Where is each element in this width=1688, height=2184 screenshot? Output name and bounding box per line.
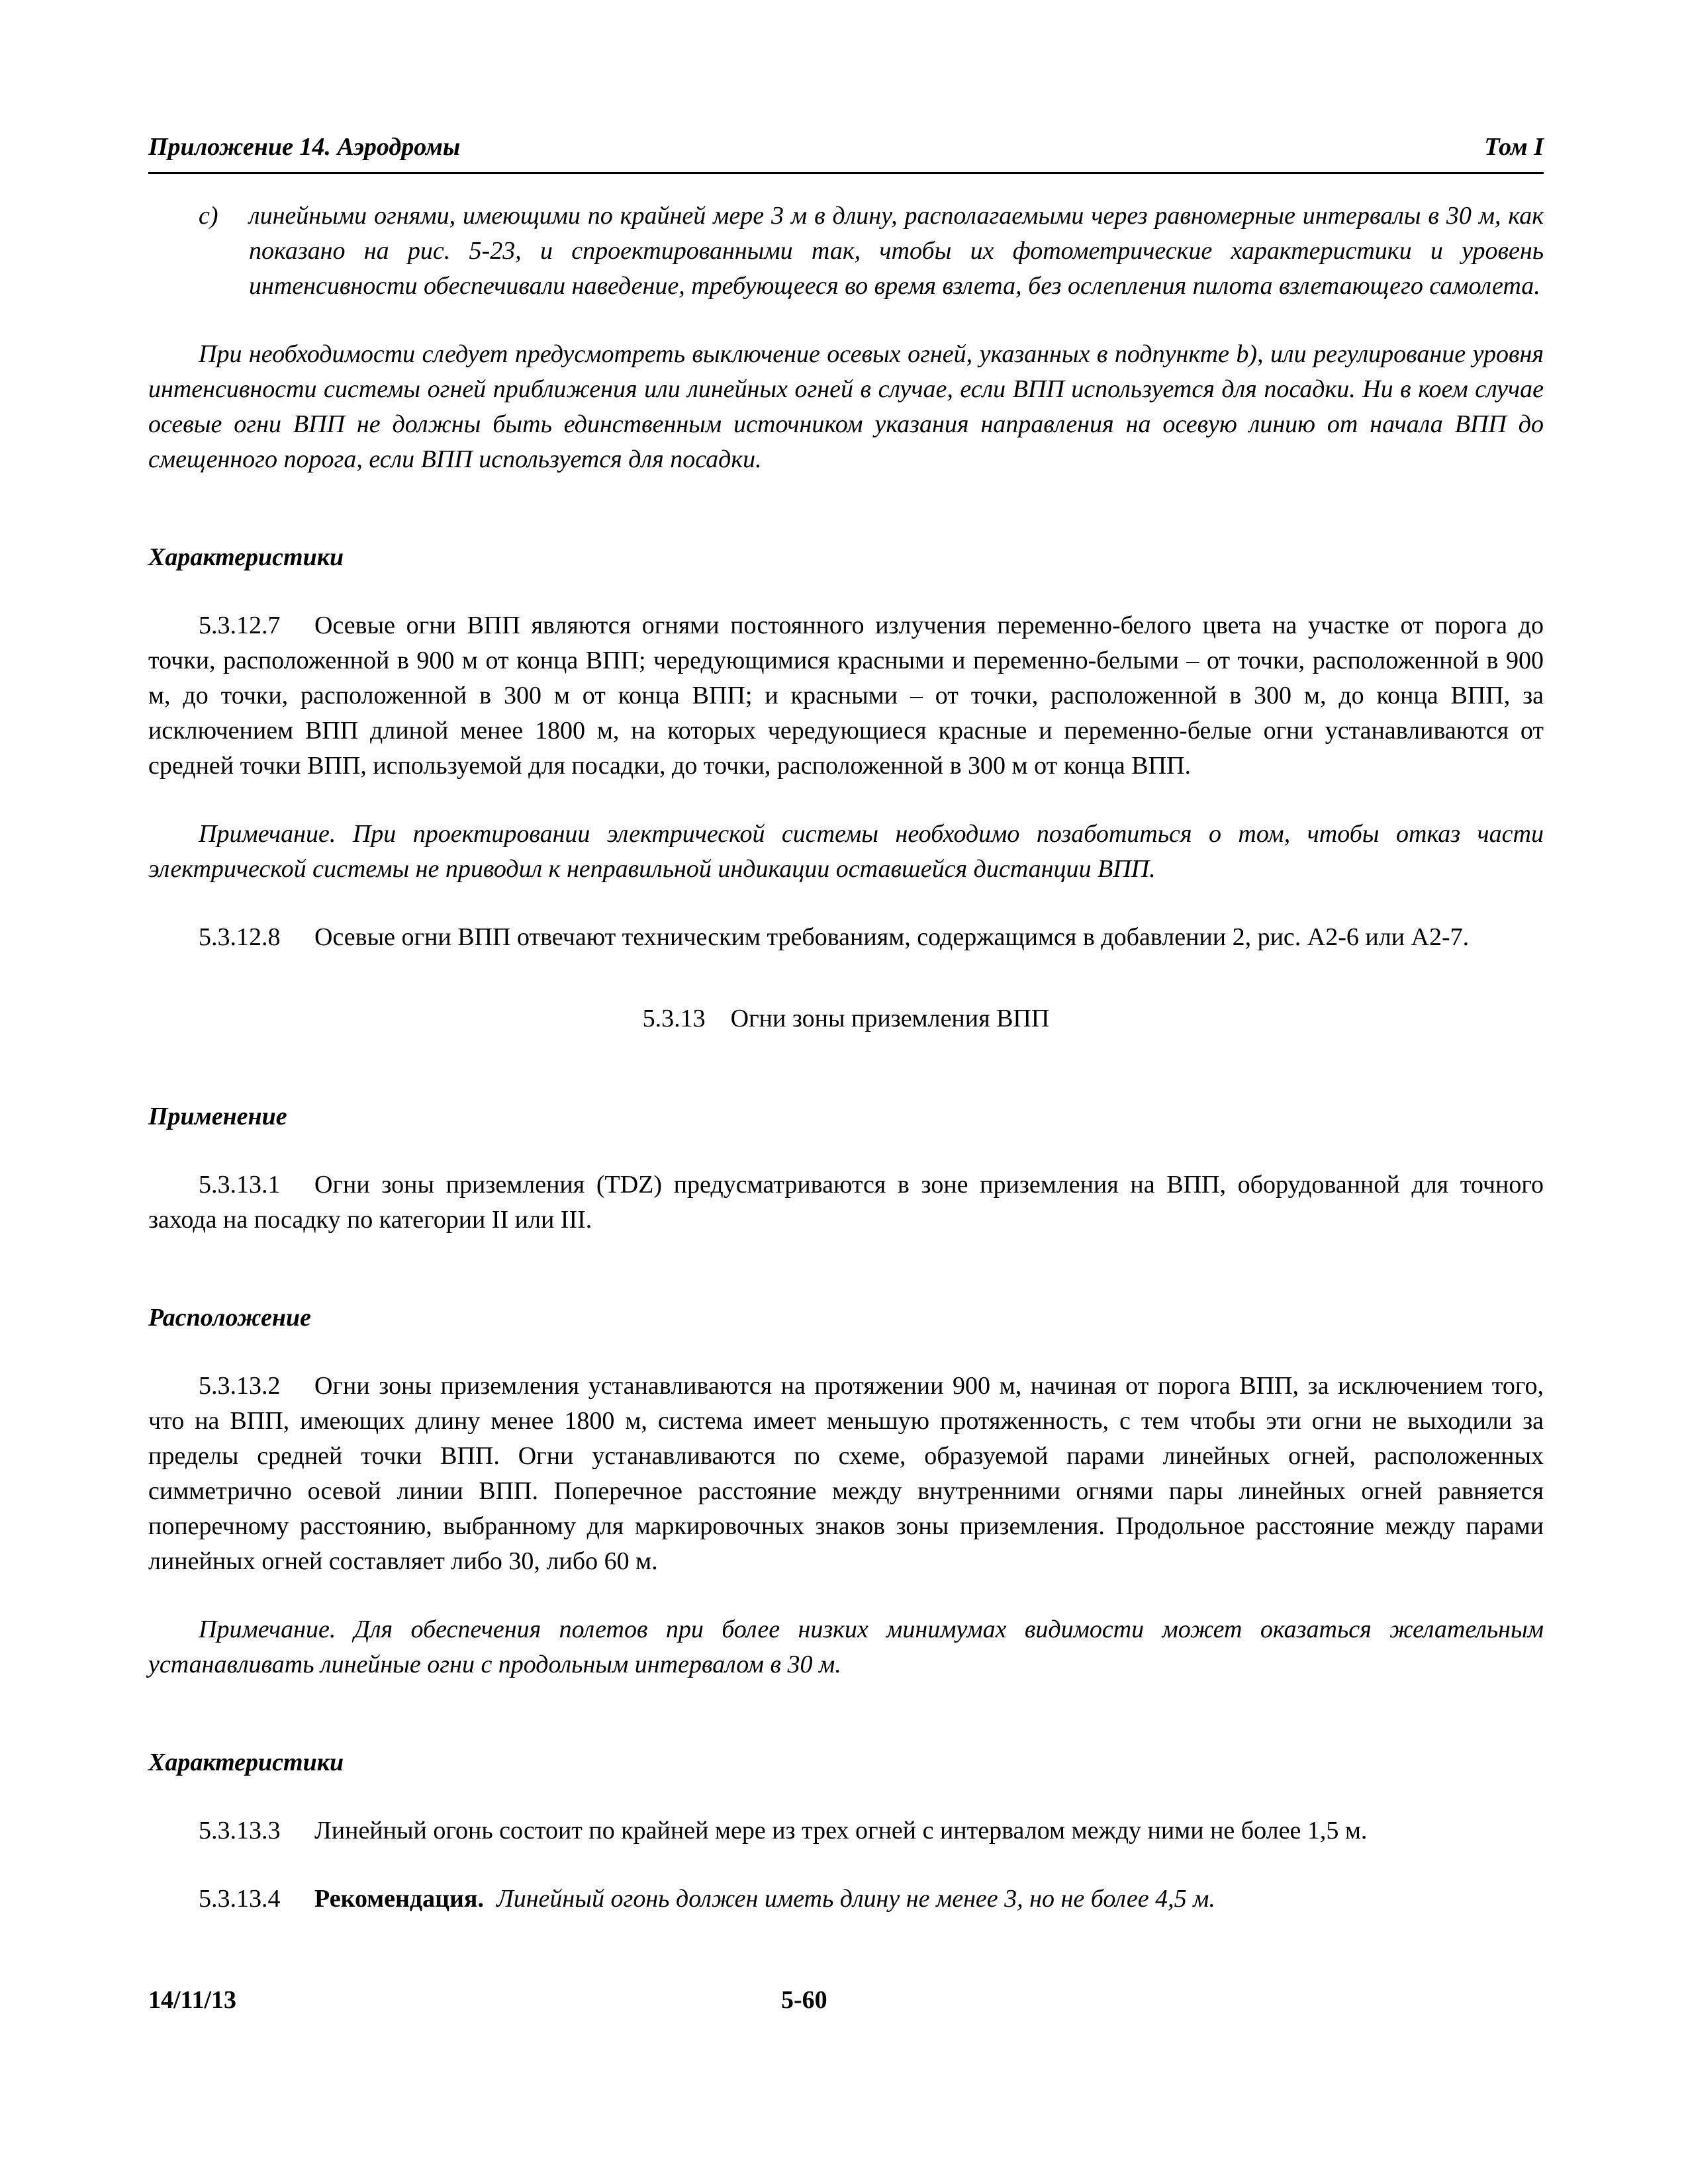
paragraph-5-3-13-1 — [148, 1167, 1544, 1238]
list-item-c — [148, 199, 1544, 304]
paragraph-number: 5.3.13.4 — [199, 1885, 281, 1913]
list-item-text: линейными огнями, имеющими по крайней мере 3 м в длину, располагаемыми через равномерные интервалы в 30 м, как показано на рис. 5-23, и спроектированными так, чтобы их фотометрические характеристики и уровень интенсивности обеспечивали наведение, требующееся во время взлета, без ослепления пилота взлетающего самолета. — [249, 202, 1544, 300]
paragraph-text: Огни зоны приземления (TDZ) предусматриваются в зоне приземления на ВПП, оборудованной для точного захода на посадку по категории II или III. — [148, 1171, 1544, 1234]
note-electrical: Примечание. При проектировании электрической системы необходимо позаботиться о том, чтобы отказ части электрической системы не приводил к неправильной индикации оставшейся дистанции ВПП. — [148, 820, 1544, 883]
paragraph-number: 5.3.13.1 — [199, 1171, 281, 1199]
note-paragraph: При необходимости следует предусмотреть выключение осевых огней, указанных в подпункте b), или регулирование уровня интенсивности системы огней приближения или линейных огней в случае, если ВПП используется для посадки. Ни в коем случае осевые огни ВПП не должны быть единственным источником указания направления на осевую линию от начала ВПП до смещенного порога, если ВПП используется для посадки. — [148, 340, 1544, 473]
paragraph-text: Огни зоны приземления устанавливаются на протяжении 900 м, начиная от порога ВПП, за исключением того, что на ВПП, имеющих длину менее 1800 м, система имеет меньшую протяженность, с тем чтобы эти огни не выходили за пределы средней точки ВПП. Огни устанавливаются по схеме, образуемой парами линейных огней, расположенных симметрично осевой линии ВПП. Поперечное расстояние между внутренними огнями пары линейных огней равняется поперечному расстоянию, выбранному для маркировочных знаков зоны приземления. Продольное расстояние между парами линейных огней составляет либо 30, либо 60 м. — [148, 1372, 1544, 1575]
paragraph-5-3-13-4 — [148, 1882, 1544, 1917]
paragraph-5-3-12-8 — [148, 920, 1544, 955]
page-header — [148, 132, 1544, 174]
paragraph-number: 5.3.12.8 — [199, 923, 281, 951]
footer-page-number: 5-60 — [781, 1986, 827, 2014]
section-number: 5.3.13 — [642, 1005, 706, 1032]
recommendation-label: Рекомендация. — [314, 1885, 484, 1913]
section-title — [148, 1001, 1544, 1036]
note-visibility: Примечание. Для обеспечения полетов при более низких минимумах видимости может оказаться желательным устанавливать линейные огни с продольным интервалом в 30 м. — [148, 1615, 1544, 1678]
paragraph-5-3-12-7 — [148, 608, 1544, 784]
paragraph-number: 5.3.13.3 — [199, 1817, 281, 1844]
paragraph-5-3-13-3 — [148, 1813, 1544, 1848]
heading-characteristics: Характеристики — [148, 543, 344, 571]
heading-characteristics-2: Характеристики — [148, 1749, 344, 1776]
page-content — [148, 199, 1544, 1917]
paragraph-text: Осевые огни ВПП отвечают техническим требованиям, содержащимся в добавлении 2, рис. А2-6 или А2-7. — [314, 923, 1470, 951]
paragraph-text: Линейный огонь состоит по крайней мере из трех огней с интервалом между ними не более 1,5 м. — [314, 1817, 1368, 1844]
paragraph-number: 5.3.12.7 — [199, 612, 281, 639]
footer-date: 14/11/13 — [148, 1986, 237, 2014]
heading-location: Расположение — [148, 1304, 312, 1332]
recommendation-text: Линейный огонь должен иметь длину не менее 3, но не более 4,5 м. — [496, 1885, 1215, 1913]
header-volume: Том I — [1484, 133, 1544, 161]
paragraph-number: 5.3.13.2 — [199, 1372, 281, 1400]
heading-application: Применение — [148, 1103, 287, 1130]
paragraph-text: Осевые огни ВПП являются огнями постоянного излучения переменно-белого цвета на участке от порога до точки, расположенной в 900 м от конца ВПП; чередующимися красными и переменно-белыми – от точки, расположенной в 900 м, до точки, расположенной в 300 м от конца ВПП; и красными – от точки, расположенной в 300 м, до конца ВПП, за исключением ВПП длиной менее 1800 м, на которых чередующиеся красные и переменно-белые огни устанавливаются от средней точки ВПП, используемой для посадки, до точки, расположенной в 300 м от конца ВПП. — [148, 612, 1544, 780]
list-item-letter: c) — [199, 202, 218, 230]
header-title: Приложение 14. Аэродромы — [148, 133, 461, 161]
paragraph-5-3-13-2 — [148, 1369, 1544, 1579]
section-title-text: Огни зоны приземления ВПП — [730, 1005, 1050, 1032]
